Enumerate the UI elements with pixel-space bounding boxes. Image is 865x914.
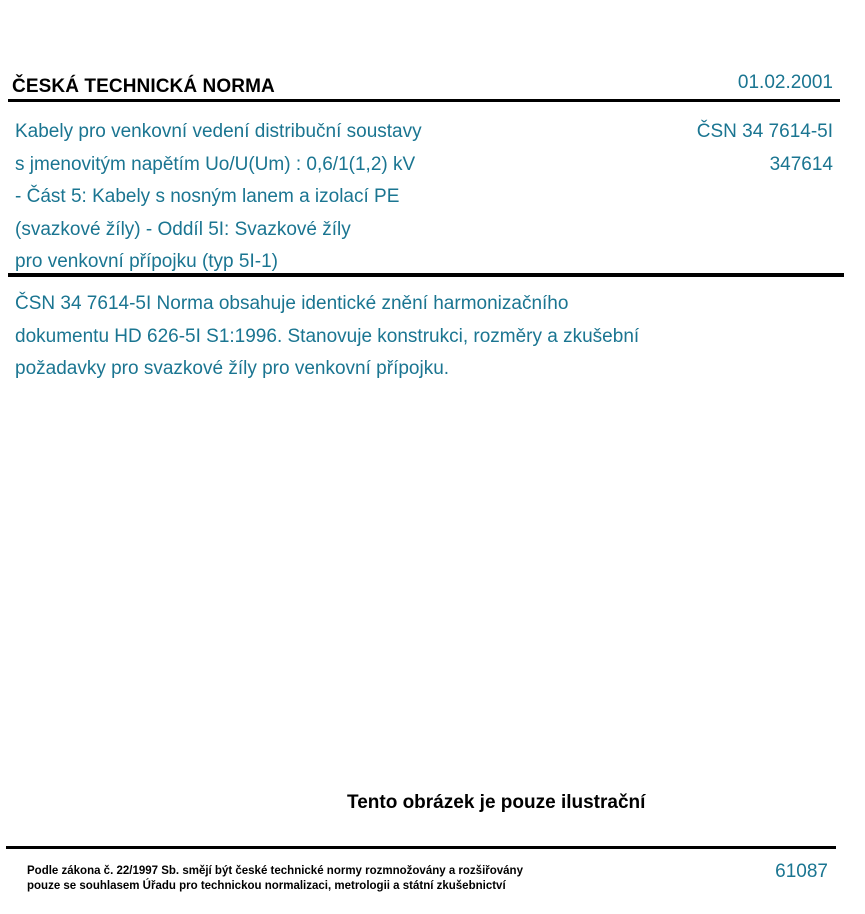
title-line: (svazkové žíly) - Oddíl 5I: Svazkové žíly: [15, 218, 351, 240]
legal-line: pouze se souhlasem Úřadu pro technickou normalizaci, metrologii a státní zkušebnictví: [27, 880, 506, 892]
summary-line: požadavky pro svazkové žíly pro venkovní přípojku.: [15, 358, 450, 379]
title-line: Kabely pro venkovní vedení distribuční soustavy: [15, 121, 422, 142]
standard-code: ČSN 34 7614-5I: [696, 121, 833, 142]
legal-line: Podle zákona č. 22/1997 Sb. smějí být české technické normy rozmnožovány a rozšiřovány: [27, 865, 523, 877]
standard-summary: [15, 288, 815, 386]
title-line: s jmenovitým napětím Uo/U(Um) : 0,6/1(1,2) kV: [15, 153, 416, 175]
title-line: - Část 5: Kabely s nosným lanem a izolací PE: [15, 186, 400, 207]
catalog-number: 61087: [775, 861, 828, 882]
summary-line: dokumentu HD 626-5I S1:1996. Stanovuje konstrukci, rozměry a zkušební: [15, 325, 640, 347]
title-line: pro venkovní přípojku (typ 5I-1): [15, 251, 278, 272]
illustrative-note: Tento obrázek je pouze ilustrační: [347, 792, 646, 813]
standard-identifiers: [697, 116, 833, 181]
standard-title: [15, 116, 615, 279]
document-type-heading: ČESKÁ TECHNICKÁ NORMA: [12, 76, 275, 97]
legal-notice: [27, 864, 523, 894]
header-rule: [8, 99, 840, 102]
title-rule: [8, 273, 844, 277]
publication-date: 01.02.2001: [737, 72, 833, 93]
summary-line: ČSN 34 7614-5I Norma obsahuje identické znění harmonizačního: [15, 293, 569, 314]
classification-number: 347614: [769, 153, 833, 175]
footer-rule: [6, 846, 836, 849]
